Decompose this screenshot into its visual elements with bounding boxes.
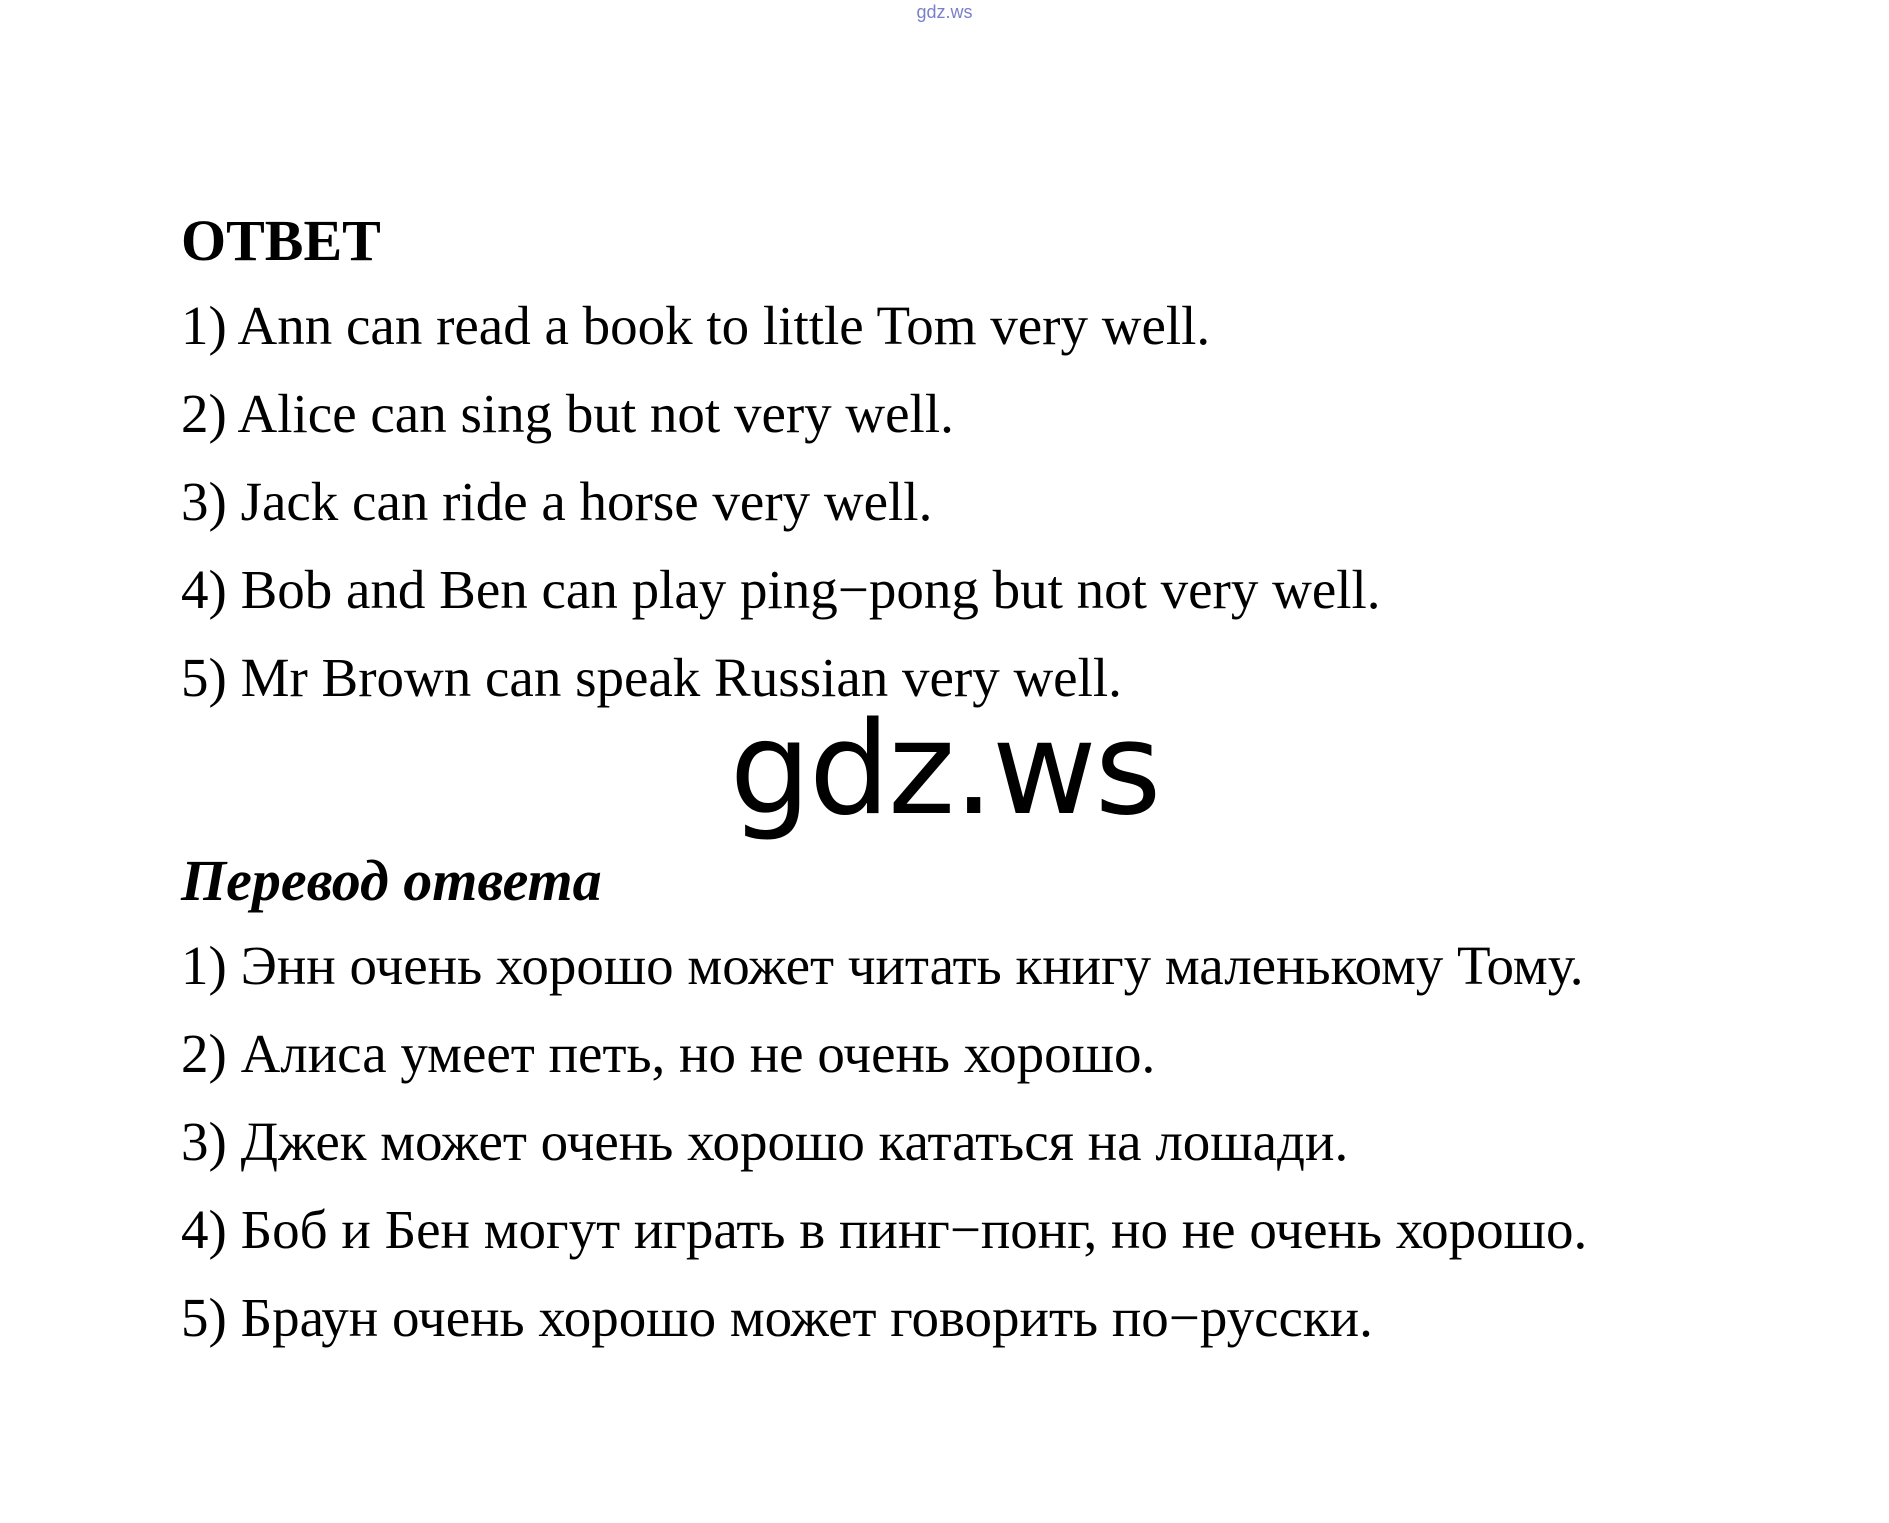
site-watermark: gdz.ws	[729, 695, 1160, 844]
answer-line-5: 5) Mr Brown can speak Russian very well.	[181, 647, 1122, 708]
translation-section	[181, 840, 1841, 1362]
answer-line-1: 1) Ann can read a book to little Tom very well.	[181, 295, 1211, 356]
translation-heading: Перевод ответа	[181, 848, 602, 913]
top-watermark: gdz.ws	[916, 2, 973, 22]
translation-line-3: 3) Джек может очень хорошо кататься на лошади.	[181, 1111, 1349, 1172]
translation-list	[181, 922, 1841, 1362]
answer-list	[181, 282, 1841, 722]
translation-line-1: 1) Энн очень хорошо может читать книгу маленькому Тому.	[181, 935, 1584, 996]
answer-line-2: 2) Alice can sing but not very well.	[181, 383, 954, 444]
answer-line-3: 3) Jack can ride a horse very well.	[181, 471, 933, 532]
answer-line-4: 4) Bob and Ben can play ping−pong but not very well.	[181, 559, 1381, 620]
translation-line-5: 5) Браун очень хорошо может говорить по−русски.	[181, 1287, 1373, 1348]
translation-line-2: 2) Алиса умеет петь, но не очень хорошо.	[181, 1023, 1156, 1084]
translation-line-4: 4) Боб и Бен могут играть в пинг−понг, но не очень хорошо.	[181, 1199, 1588, 1260]
answer-heading: ОТВЕТ	[181, 208, 381, 273]
answer-section	[181, 200, 1841, 722]
